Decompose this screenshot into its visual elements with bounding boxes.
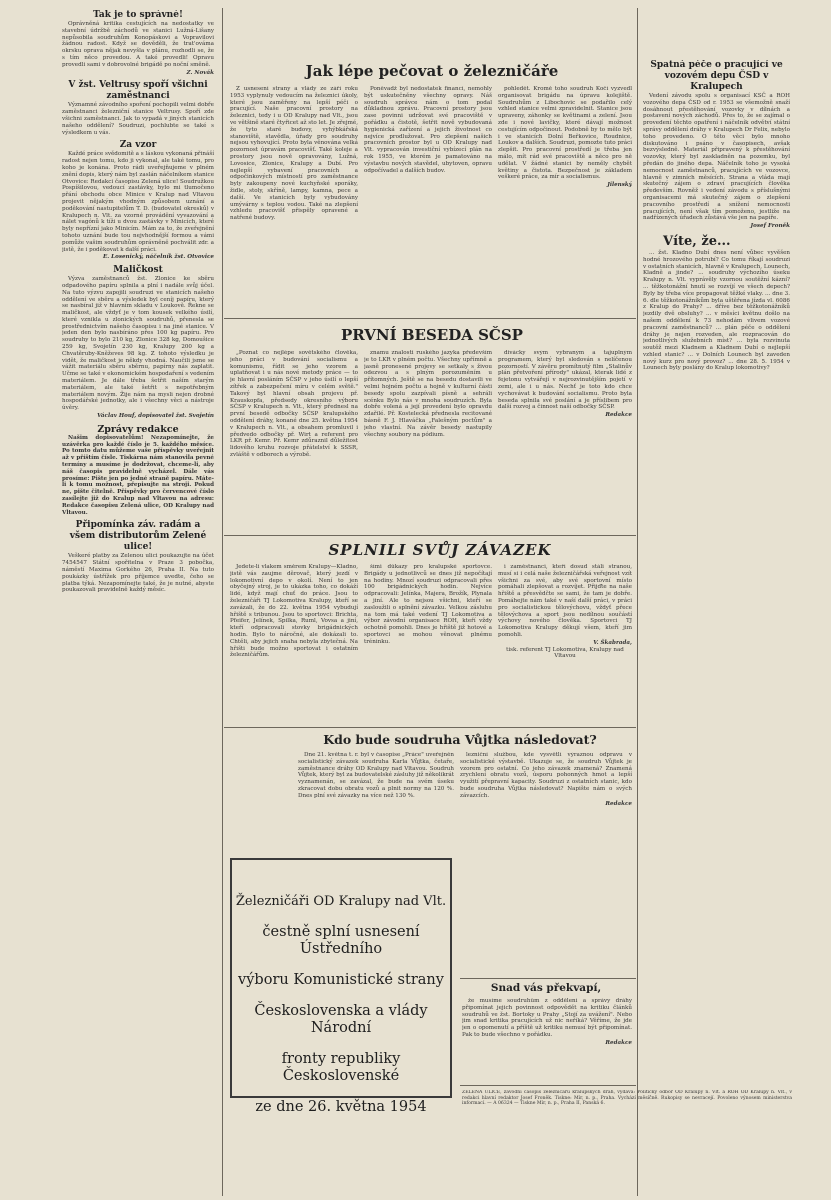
imprint	[462, 1090, 792, 1124]
article-column	[298, 752, 454, 850]
article-signature: Václav Houf, dopisovatel žst. Svojetín	[97, 413, 214, 420]
article-text: Každé práce svědomitě a s láskou vykonaná přináší radost nejen tomu, kdo ji vykonal, ale také tomu, pro koho je konána. Proto rádi uveřejňujeme v plném znění dopis, který nám byl zaslán náčelníkem stanice Otvovice: Redakci časopisu Zelená ulice! Soudružkou Pospíšilovou, vedoucí zastávky, bylo mi tlumočeno přání obchodu obce Minice v Kralup nad Vltavou projevit nějakým vhodným způsobem uznání a poděkování nastupitelům T. D. (budovatel okresků) v Kralupech n. Vlt. za vzorné provádění vyvazování a nálet vagónů k tíži u dvou zastávky v Minicích, které byly nepřízní jako Minicím. Mám za to, že zveřejnění tohoto uznání bude tou nejvhodnější formou a vámi pomůže vašim soudruhům oprávněně pochválit zdr. a jistě, že i poděkovat k další práci.	[62, 151, 214, 253]
article-text: že musíme soudruhům z oddělení a správy dráhy připomínat jejich povinnost odpovědět na kritiku článků soudruhů ve žst. Bortoky u Prahy „Stojí za uvážení". Nebo jim snad kritika pracujících už nic neříká? Věříme, že jde jen o opomenutí a příště už kritiku nemusí být připomínat. Pak to bude všechno v pořádku.	[462, 998, 632, 1038]
article-text: divácky svým vybraným a tajuplným programem, který byl sledován s nelíčenou pozorností. V závěru promítnutý film „Stalinův plán přetvoření přírody" ukázal, kterak lidé z fejetonu vytvářejí v nejrozvinutějším pojetí v zemi, ale i u nás. Nechť je toto kdo chce vychovávat k budování socialismu. Proto byla beseda splnila své poslání a je příslibem pro další rozvoj a činnost naší odbočky SČSP.	[498, 350, 632, 411]
resolution-line: fronty republiky Československé	[281, 1051, 401, 1084]
article-text: pohledět. Kromě toho soudruh Kočí vyzvedl organisovat brigádu na úpravu kolejiště. Soudruhům z Libochovic se podařilo celý vzhled stanice velmi zpravidelnit. Stanice jsou upraveny, záhonky se květinami a zelení. Jsou zde i nové lavičky, které dávají možnost cestujícím odpočinout. Podobně by to mělo být i ve stanicích Dolní Beřkovice, Roudnice, Loukov a dalších. Soudruzi, pomozte tuto práci zlepšit. Pro pracovní prostředí je třeba jen málo, mít rád své pracoviště a něco pro ně udělat. V žádné stanici by neměly chybět květiny a čistota. Bezpečnost je základem veškeré práce, za mír a socialismus.	[498, 86, 632, 181]
resolution-line: ze dne 26. května 1954	[255, 1099, 427, 1115]
article-signature: Z. Novák	[186, 69, 214, 76]
article-column	[498, 564, 632, 724]
section-rule	[224, 727, 636, 728]
article-text: šími důkazy pro kralupské sportovce. Brigády u jednotlivců se dnes již nepočítají na hodiny. Mnozí soudruzi odpracovali přes 100 brigádnických hodin. Nejvíce odpracovali: Jelínka, Majera, Brožík, Plynala a jiní. Ale to nejsou všichni, kteří se zasloužili o splnění závazku. Velkou zásluhu na tom má také vedení TJ Lokomotiva a výbor závodní organisace ROH, kteří vždy ochotně pomohli. Dnes je hřiště již hotové a sportovci se mohou věnovat plnému tréninku.	[364, 564, 492, 645]
main-headline: Jak lépe pečovat o železničáře	[305, 62, 559, 80]
column-rule	[222, 8, 223, 1196]
article-signature: V. Škabrada,	[593, 639, 632, 646]
resolution-line: Železničáři OD Kralupy nad Vlt.	[235, 894, 447, 909]
article-text: „Poznat co nejlépe sovětského člověka, jeho práci v budování socialismu a komunismu, řídit se jeho vzorem a uplatňovat i u nás nové metody práce — to je hlavní posláním SČSP v jeho úsilí o lepší zítřek a zabezpečení míru v celém světě." Takový byl hlavní obsah projevu př. Krauskopfa, předsedy okresního výboru SČSP v Kralupech n. Vlt., který přednesl na první besedě odbočky SČSP kralupského oddělení dráhy, konané dne 25. května 1954 v Kralupech n. Vlt., a obsahem promluvil i předvedo odbočky př. Wirt a referent pro LKR př. Kemr. Př. Kemr zdůraznil důležitost lidového kruhu rozvoje přátelství k SSSR, zvláště v odborech a výrobě.	[230, 350, 358, 458]
article-headline: PRVNÍ BESEDA SČSP	[341, 326, 523, 344]
article-heading: Tak je to správné!	[93, 10, 183, 20]
article-heading: Špatná péče o pracující ve vozovém depu ČSD v Kralupech	[650, 60, 783, 92]
article-text: znamu znalosti ruského jazyka především je to LKR v plném počtu. Všechny upřímně a jasně pronesené projevy se setkaly s živou odezvou a s plným porozuměním u přítomných. Ještě se na besedu dostavili ve velmi hojném počtu a hojně v kulturní části besedy spolu zazpívali písně a sehráli scénku Bylo nás v mnoha soudruzích. Byla dobře volená a její provedení bylo opravdu zdařilé. Př. Kostelecká přednesla recitované básně F. J. Hlaváčka „Falešným poctům" a jeho vlastní. Na závěr besedy nastupily všechny soubory na pódium.	[364, 350, 492, 438]
article-heading: Zprávy redakce	[97, 423, 179, 435]
article-signature: Redakce	[605, 1039, 632, 1046]
section-rule	[460, 1085, 636, 1086]
section-rule	[460, 978, 636, 979]
article-text: i zaměstnanci, kteří dosud stáli stranou, musí si i celá naše železničářská veřejnost vzít všichni za své, aby své sportovní místo pomáhali zlepšovat a rozvíjet. Přijďte na naše hřiště a přesvědčte se sami, že tam je dobře. Pomáhejte nám také v naší další práci, v práci pro socialistickou tělovýchovu, vždyť přece tělovýchova a sport jsou nedílnou součástí výchovy nového člověka. Sportovci TJ Lokomotiva Kralupy děkují všem, kteří jim pomohli.	[498, 564, 632, 638]
article-signature: Redakce	[605, 800, 632, 807]
article-column	[364, 86, 492, 314]
article-text: Dne 21. května t. r. byl v časopise „Práce" uveřejněn socialistický závazek soudruha Karla Vůjtka, četaře, zaměstnance dráhy OD Kralupy nad Vltavou. Soudruh Vůjtek, který byl za budovatelské zásluhy již několikrát vyznamenán, se zavázal, že bude na svém úseku zkracovat dobu obratu vozů a plnit normy na 120 %. Dnes plní své závazky na více než 130 %.	[298, 752, 454, 799]
article-text: Oprávněná kritika cestujících na nedostatky ve stavební údržbě záchodů ve stanici Lužná-Lišany nepůsobila soudruhům Konopáskovi a Vopravilovi žádnou radost. Když se dověděli, že trat'ováma okrsku oprava nějak nevyšla v plánu, rozhodli se, že s tím něco provedou. A také provedli! Opravu provedli sami v dobrovolné brigádě po noční směně.	[62, 21, 214, 68]
article-text: lezniční službou, kde vysvětlí výraznou odpravu v socialistické výstavbě. Ukazuje se, že soudruh Vůjtek je vzorem pro ostatní. Co jeho závazek znamená? Znamená zrychlení obratu vozů, úsporu pohonných hmot a lepší využití přepravní kapacity. Soudruzi z ostatních stanic, kdo bude soudruha Vůjtka následovat? Napište nám o svých závazcích.	[460, 752, 632, 799]
article-text: Významné závodního spoření pochopili velmi dobře zaměstnanci železniční stanice Veltrusy. Spoří zde všichni zaměstnanci. Jak to vypadá v jiných stanicích našeho oddělení? Soudruzi, pochlubte se také s výsledkem u vás.	[62, 102, 214, 136]
column-rule	[637, 8, 638, 1196]
article-headline: Kdo bude soudruha Vůjtka následovat?	[323, 732, 597, 747]
article-column	[230, 350, 358, 532]
article-heading: Připomínka záv. radám a všem distributorům Zelené ulice!	[69, 520, 207, 553]
article-column	[462, 998, 632, 1082]
article-signature: Jilenský	[607, 182, 632, 189]
article-text: Jedete-li vlakem směrem Kralupy—Kladno, jistě vás zaujme děrovač, který jezdí v lokomotivní depo v okolí. Není to jen obyčejný stroj, je to ukázka toho, co dokáží lidé, když mají chuť do práce. Jsou to železničáři TJ Lokomotiva Kralupy, kteří se zavázali, že do 22. května 1954 vybudují hřiště s tribunou. Jsou to sportovci: Brichta, Pfeifer, Jelínek, Spilka, Ruml, Vovsa a jiní, kteří odpracovali stovky brigádnických hodin. Bylo to náročné, ale dokázali to. Chtěli, aby jejich snaha nebyla zbytečná. Na hřišti bude možno sportovat i ostatním železničářům.	[230, 564, 358, 659]
article-text: Poněvadž byl nedostatek financí, nemohly být uskutečněny všechny opravy. Náš soudruh správce nám o tom podal důkladnou zprávu. Pracovní prostory jsou zase povinni udržovat své pracoviště v pořádku a čistotě, šetřit nově vybudovaná hygienická zařízení a jejich životnost co nejvíce prodlužovat. Pro zlepšení našich pracovních prostor byl u OD Kralupy nad Vlt. vypracován investiční vybízecí plán na rok 1955, ve kterém je pamatováno na výstavbu nových stavědel, ubytoven, opravu odpočívadel a dalších budov.	[364, 86, 492, 174]
article-column	[460, 752, 632, 974]
article-column	[230, 564, 358, 724]
article-signature: Redakce	[605, 412, 632, 419]
article-column	[364, 564, 492, 724]
article-signature: Josef Froněk	[750, 223, 790, 230]
resolution-line: výboru Komunistické strany	[238, 972, 444, 988]
article-heading: Za vzor	[119, 140, 157, 151]
article-heading: Maličkost	[113, 265, 163, 276]
article-signature: E. Losenický, náčelník žst. Otvovice	[103, 254, 214, 261]
article-headline: Snad vás překvapí,	[490, 982, 602, 994]
article-text: ... žst. Kladno Dubí dnes není vůbec vyvěšen hodné hrozového potrubí? Co tomu říkají soudruzi v ostatních stanicích, hlavně v Kralupech, Lounech, Kladně a jinde? ... soudruhy výchozího úseku Kralupy n. Vlt. vyprávěly vzornou soutěžní kázní? ... těžkotonážní hnutí se rozvíjí ve všech depech? Byly by třeba více propagovat těžké vlaky. ... dne 3. 6. dle těžkotonážníkům byla uštěřena jízda vl. 6086 z Kralup do Prahy? ... dříve bez těžkotonážníků jezdily dvě obsluhy? ... v měsíci květnu došlo na našem oddělení k 73 nehodám vlivem vozové pracovní zaměstnanců? ... plán péče o oddělení dráhy je nejen rozveden, ale rozpracován do jednotlivých služebních míst? ... byla rozvinuta soutěž mezi Kladnem a Kladnem Dubí o nejlepší vzhled stanic? ... v Dolních Lounech byl zaveden nový kurz pro nový provoz? ... dne 28. 5. 1954 v Lounech byly poslány do Kralup lokomotivy?	[643, 249, 790, 372]
article-text: Z usnesení strany a vlády ze září roku 1953 vyplynuly vedoucím na železnici úkoly, které jsou zaměřeny na lepší péči o pracující. Naše pracovní prostory na železnici, tedy i u OD Kralupy nad Vlt., jsou ve většině staré čtyřicet až sto let. Je zřejmé, že tyto staré budovy, vyhýbkářská stanoviště, stavědla, úřady pro soudruhy nejsou vyhovující. Proto byla věnována velká pozornost úpravám pracovišť. Také koleje a prostory jsou nově opravovány, Lužná, Lovosice, Zlonice, Kralupy a Dubí. Pro nejlepší vybavení pracovních a odpočinkových místností pro zaměstnance byly zakoupeny nové kuchyňské sporáky, židle, stoly, skříně, lampy, kamna, pece a další. Ve stanicích byly vybudovány umývárny s teplou vodou. Také na zlepšení vzhledu pracovišť přispěly opravené a natřené budovy.	[230, 86, 358, 222]
article-signature-title: tisk. referent TJ Lokomotiva, Kralupy nad Vltavou	[506, 646, 624, 660]
article-headline: SPLNILI SVŮJ ZÁVAZEK	[328, 541, 552, 559]
article-column	[364, 350, 492, 532]
section-rule	[224, 318, 636, 319]
imprint-text: ZELENÁ ULICE, závodní časopis železničářů kralupských drah, vydává: Politický odbor OD Kralupy n. Vlt. a ROH OD Kralupy n. Vlt., v redakci hlavní redaktor Josef Froněk. Tiskne: Mír, n. p., Praha. Vychází měsíčně. Rukopisy se nevracejí. Povoleno výnosem ministerstva informací. — A 06324 — Tiskne Mír, n. p., Praha II, Panská 6.	[462, 1090, 792, 1107]
resolution-box	[230, 858, 452, 1115]
article-heading: Víte, že...	[663, 233, 731, 249]
article-text: Výzva zaměstnanců žst. Zlonice ke sběru odpadového papíru splnila a plní i nadále svůj účel. Na tuto výzvu zapojili soudruzi ve stanicích našeho oddělení ve sběru a výsledek byl ceníj papíru, který se nasbíral již v hlavním skladu v Loukově. Řekne se maličkost, ale vždyť je v tom kousek velkého úsilí, které vznikla u zlonických soudruhů, přenesla se prostřednictvím našeho časopisu i na jiné stanice. V jeden den bylo nasbíráno přes 100 kg papíru. Pro soudruhy to bylo 210 kg, Zlonice 328 kg, Domoušice 259 kg, Svojetín 230 kg, Kralupy 200 kg a Chvatěruby-Kněževes 98 kg. Z tohoto výsledku je vidět, že maličkost je někdy vhodná. Naučili jsme se vážit materiálu sběru sběrnu, papírny nás zaplatit. Učme se také v ekonomickém hospodaření s vedením materiálem. Je dále třeba šetřit naším starým materiálem, ale také šetřit s nepotřebným materiálem novým. Žije nám na mysli nejen drobné hospodářské jednotky, ale i všechny věci a nástroje úvěry.	[62, 276, 214, 412]
article-text: Našim dopisovatelům! Nezapomínejte, že uzávěrka pro každé číslo je 5. každého měsíce. Po tomto datu můžeme vaše příspěvky uveřejnit až v příštím čísle. Tiskárna nám stanovila pevné termíny a musíme je dodržovat, chceme-li, aby náš časopis pravidelně vycházel. Dále vás prosíme: Pište jen po jedné straně papíru. Máte-li k tomu možnost, přepisujte na stroji. Pokud ne, pište čitelně. Příspěvky pro červencové číslo zasílejte již do Kralup nad Vltavou na adresu: Redakce časopisu Zelená ulice, OD Kralupy nad Vltavou.	[62, 434, 214, 516]
article-column	[498, 86, 632, 314]
resolution-line: čestně splní usnesení Ústředního	[262, 924, 420, 957]
right-column	[643, 60, 790, 1120]
article-text: Vedení závodu spolu s organisací KSČ a ROH vozového depa ČSD od r. 1953 se všemožně snaží dosáhnout přestěhování vozovky v dílnách a postavení nových záchodů. Přes to, že se zajímal o provedení těchto opatření i náčelník odvětví státní správy oddělení dráhy v Kralupech Dr Felix, nebylo toho provedeno. O této věci bylo mnoho diskutováno i psáno v časopisech, avšak bezvýsledně. Materiál připravený k přestěhování vozovky, který byl zaskladněn na pozemku, byl předán do jiného depa. Náčelník toho je vysoká nemocnost zaměstnanců, pracujících ve vozovce, hlavně v zimních měsících. Strana a vláda mají skutečný zájem o zdraví pracujících člověka především. Rovněž i vedení závodu s příslušnými organisacemi má skutečný zájem o zlepšení pracovního prostředí a snížení nemocnosti pracujících, není však tím pomoženo, jestliže na nadřízených úřadech zůstává vše jen na papíře.	[643, 93, 790, 222]
resolution-line: Československa a vlády Národní	[254, 1003, 428, 1036]
article-heading: V žst. Veltrusy spoří všichni zaměstnanci	[68, 80, 208, 102]
left-column	[62, 10, 214, 1195]
article-column	[498, 350, 632, 532]
article-text: Veškeré platby za Zelenou ulici poukazujte na účet 7454547 Státní spořitelna v Praze 3 pobočka, náměstí Maxima Gorkého 26, Praha II. Na tuto poukázky ústřížek pro příjemce uvedte, čeho se platba týká. Nezapomínejte také, že je nutné, abyste poukazovali pravidelně každý měsíc.	[62, 553, 214, 594]
article-column	[230, 86, 358, 314]
section-rule	[224, 535, 636, 536]
